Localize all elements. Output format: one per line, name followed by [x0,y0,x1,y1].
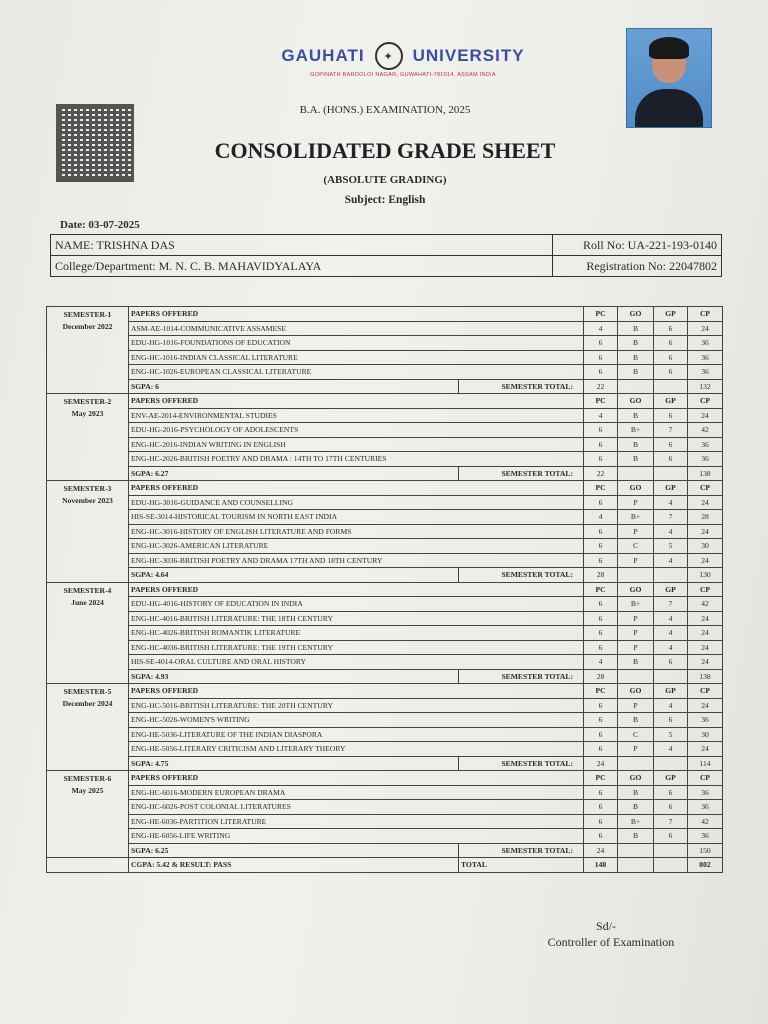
paper-name: HIS-SE-4014-ORAL CULTURE AND ORAL HISTORY [129,655,584,670]
paper-cp: 36 [688,800,723,815]
semester-header-row [47,394,723,409]
semester-total-cp: 130 [688,568,723,583]
paper-row [47,829,723,844]
gp-header: GP [654,307,688,322]
empty-cell [618,568,654,583]
empty-cell [654,756,688,771]
paper-pc: 6 [584,597,618,612]
semester-total-pc: 24 [584,843,618,858]
gp-header: GP [654,771,688,786]
university-header [258,42,548,78]
paper-name: EDU-HG-2016-PSYCHOLOGY OF ADOLESCENTS [129,423,584,438]
paper-gp: 6 [654,437,688,452]
college-department: College/Department: M. N. C. B. MAHAVIDYALAYA [51,256,553,277]
paper-cp: 24 [688,640,723,655]
empty-cell [618,379,654,394]
paper-gp: 6 [654,713,688,728]
signature-block [536,918,686,950]
paper-gp: 6 [654,365,688,380]
papers-offered-header: PAPERS OFFERED [129,481,584,496]
semester-total-cp: 138 [688,669,723,684]
paper-row [47,785,723,800]
cgpa-result: CGPA: 5.42 & RESULT: PASS [129,858,459,873]
paper-pc: 6 [584,553,618,568]
paper-pc: 4 [584,510,618,525]
pc-header: PC [584,684,618,699]
sgpa-row [47,843,723,858]
paper-row [47,814,723,829]
paper-cp: 42 [688,814,723,829]
paper-cp: 36 [688,336,723,351]
cp-header: CP [688,307,723,322]
semester-total-pc: 28 [584,568,618,583]
paper-row [47,524,723,539]
paper-gp: 4 [654,640,688,655]
university-name-right: UNIVERSITY [412,46,525,65]
go-header: GO [618,481,654,496]
cp-header: CP [688,394,723,409]
semester-name: SEMESTER-2 [63,397,112,406]
semester-total-cp: 114 [688,756,723,771]
paper-cp: 28 [688,510,723,525]
sgpa-value: SGPA: 6.25 [129,843,459,858]
semester-total-label: SEMESTER TOTAL: [459,568,584,583]
paper-go: B [618,336,654,351]
student-name: NAME: TRISHNA DAS [51,235,553,256]
paper-pc: 6 [584,713,618,728]
paper-cp: 24 [688,655,723,670]
semester-total-pc: 22 [584,466,618,481]
semester-session: May 2025 [71,786,104,795]
paper-go: B [618,350,654,365]
university-name-left: GAUHATI [281,46,365,65]
examination-name: B.A. (HONS.) EXAMINATION, 2025 [299,104,471,116]
grades-table [46,306,723,873]
paper-pc: 6 [584,437,618,452]
paper-row [47,452,723,467]
paper-cp: 36 [688,785,723,800]
semester-header-row [47,582,723,597]
paper-name: ENG-HC-6016-MODERN EUROPEAN DRAMA [129,785,584,800]
paper-name: ENG-HC-2016-INDIAN WRITING IN ENGLISH [129,437,584,452]
paper-gp: 6 [654,408,688,423]
semester-total-label: SEMESTER TOTAL: [459,756,584,771]
paper-cp: 24 [688,524,723,539]
semester-label [47,394,129,481]
paper-pc: 6 [584,814,618,829]
paper-row [47,727,723,742]
paper-cp: 24 [688,321,723,336]
paper-cp: 30 [688,539,723,554]
paper-gp: 6 [654,336,688,351]
paper-pc: 6 [584,350,618,365]
paper-pc: 4 [584,655,618,670]
paper-go: P [618,553,654,568]
paper-go: P [618,742,654,757]
paper-name: ENG-HC-1026-EUROPEAN CLASSICAL LITERATURE [129,365,584,380]
go-header: GO [618,684,654,699]
paper-pc: 6 [584,365,618,380]
paper-row [47,800,723,815]
paper-cp: 30 [688,727,723,742]
go-header: GO [618,307,654,322]
pc-header: PC [584,394,618,409]
paper-pc: 6 [584,727,618,742]
sgpa-value: SGPA: 6 [129,379,459,394]
paper-gp: 6 [654,655,688,670]
paper-cp: 42 [688,597,723,612]
paper-pc: 6 [584,452,618,467]
empty-cell [618,466,654,481]
pc-header: PC [584,307,618,322]
paper-cp: 24 [688,626,723,641]
sgpa-value: SGPA: 6.27 [129,466,459,481]
paper-name: ENG-HC-6026-POST COLONIAL LITERATURES [129,800,584,815]
total-label: TOTAL [459,858,584,873]
registration-number: Registration No: 22047802 [553,256,722,277]
semester-total-pc: 24 [584,756,618,771]
semester-label [47,582,129,684]
empty-cell [618,843,654,858]
gp-header: GP [654,481,688,496]
paper-gp: 6 [654,800,688,815]
paper-row [47,423,723,438]
paper-go: B [618,800,654,815]
paper-gp: 7 [654,814,688,829]
paper-go: P [618,524,654,539]
paper-cp: 36 [688,437,723,452]
paper-go: B [618,365,654,380]
paper-row [47,553,723,568]
semester-label [47,307,129,394]
go-header: GO [618,394,654,409]
paper-row [47,510,723,525]
semester-total-cp: 150 [688,843,723,858]
final-total-row [47,858,723,873]
paper-name: EDU-HG-3016-GUIDANCE AND COUNSELLING [129,495,584,510]
paper-gp: 7 [654,597,688,612]
empty-cell [654,858,688,873]
semester-header-row [47,771,723,786]
semester-total-label: SEMESTER TOTAL: [459,843,584,858]
paper-go: C [618,539,654,554]
paper-go: B+ [618,423,654,438]
paper-row [47,742,723,757]
paper-gp: 7 [654,510,688,525]
page-title: CONSOLIDATED GRADE SHEET [214,138,556,163]
semester-total-pc: 28 [584,669,618,684]
paper-go: P [618,698,654,713]
paper-cp: 42 [688,423,723,438]
sgpa-value: SGPA: 4.64 [129,568,459,583]
go-header: GO [618,771,654,786]
semester-label [47,771,129,858]
paper-cp: 24 [688,698,723,713]
paper-pc: 6 [584,698,618,713]
paper-pc: 6 [584,829,618,844]
university-address: GOPINATH BARDOLOI NAGAR, GUWAHATI-781014, ASSAM INDIA [310,72,496,78]
empty-cell [654,568,688,583]
paper-name: ENG-HC-5026-WOMEN'S WRITING [129,713,584,728]
semester-total-label: SEMESTER TOTAL: [459,466,584,481]
paper-name: ENG-HC-3016-HISTORY OF ENGLISH LITERATURE AND FORMS [129,524,584,539]
paper-row [47,698,723,713]
paper-row [47,350,723,365]
paper-pc: 6 [584,626,618,641]
empty-cell [654,843,688,858]
paper-name: ENG-HC-5016-BRITISH LITERATURE: THE 20TH CENTURY [129,698,584,713]
paper-pc: 4 [584,408,618,423]
paper-pc: 4 [584,321,618,336]
paper-row [47,321,723,336]
student-info-table [50,234,722,277]
grand-total-cp: 802 [688,858,723,873]
paper-row [47,365,723,380]
paper-cp: 24 [688,611,723,626]
paper-name: ENG-HC-4036-BRITISH LITERATURE: THE 19TH CENTURY [129,640,584,655]
semester-total-cp: 132 [688,379,723,394]
papers-offered-header: PAPERS OFFERED [129,394,584,409]
semester-header-row [47,481,723,496]
paper-name: ENG-HC-3036-BRITISH POETRY AND DRAMA 17TH AND 18TH CENTURY [129,553,584,568]
paper-go: B+ [618,597,654,612]
paper-cp: 24 [688,553,723,568]
paper-pc: 6 [584,640,618,655]
cp-header: CP [688,771,723,786]
paper-go: B [618,829,654,844]
paper-gp: 4 [654,495,688,510]
empty-cell [654,669,688,684]
paper-name: ENG-HE-6036-PARTITION LITERATURE [129,814,584,829]
paper-row [47,597,723,612]
cp-header: CP [688,582,723,597]
paper-name: ENG-HC-2026-BRITISH POETRY AND DRAMA : 14TH TO 17TH CENTURIES [129,452,584,467]
sgpa-value: SGPA: 4.75 [129,756,459,771]
paper-pc: 6 [584,800,618,815]
semester-session: May 2023 [71,409,104,418]
grand-total-pc: 148 [584,858,618,873]
grading-type: (ABSOLUTE GRADING) [323,174,447,186]
paper-pc: 6 [584,539,618,554]
paper-pc: 6 [584,785,618,800]
cp-header: CP [688,481,723,496]
paper-name: ENG-HE-5056-LITERARY CRITICISM AND LITERARY THEORY [129,742,584,757]
paper-name: ENG-HC-4016-BRITISH LITERATURE: THE 18TH CENTURY [129,611,584,626]
paper-cp: 24 [688,742,723,757]
paper-name: ENG-HE-5036-LITERATURE OF THE INDIAN DIASPORA [129,727,584,742]
sgpa-row [47,756,723,771]
semester-total-pc: 22 [584,379,618,394]
paper-name: HIS-SE-3014-HISTORICAL TOURISM IN NORTH EAST INDIA [129,510,584,525]
issue-date: Date: 03-07-2025 [60,219,140,231]
semester-name: SEMESTER-3 [63,484,112,493]
paper-go: P [618,640,654,655]
semester-total-label: SEMESTER TOTAL: [459,669,584,684]
paper-cp: 36 [688,365,723,380]
semester-session: December 2024 [62,699,113,708]
paper-go: B [618,785,654,800]
paper-row [47,336,723,351]
semester-session: November 2023 [62,496,113,505]
pc-header: PC [584,481,618,496]
semester-total-cp: 138 [688,466,723,481]
paper-go: C [618,727,654,742]
gp-header: GP [654,582,688,597]
paper-cp: 24 [688,495,723,510]
sgpa-value: SGPA: 4.93 [129,669,459,684]
empty-cell [654,466,688,481]
paper-pc: 6 [584,611,618,626]
paper-gp: 4 [654,742,688,757]
semester-label [47,481,129,583]
paper-go: B [618,321,654,336]
paper-gp: 4 [654,553,688,568]
paper-row [47,408,723,423]
sgpa-row [47,466,723,481]
gp-header: GP [654,684,688,699]
paper-pc: 6 [584,336,618,351]
subject: Subject: English [344,194,426,206]
sgpa-row [47,669,723,684]
sgpa-row [47,379,723,394]
paper-row [47,437,723,452]
paper-pc: 6 [584,524,618,539]
paper-go: B [618,408,654,423]
paper-go: P [618,626,654,641]
university-seal-icon: ✦ [375,42,403,70]
student-photo [626,28,712,128]
paper-gp: 5 [654,727,688,742]
paper-pc: 6 [584,495,618,510]
paper-gp: 7 [654,423,688,438]
sgpa-row [47,568,723,583]
semester-header-row [47,684,723,699]
paper-go: B+ [618,510,654,525]
paper-name: EDU-HG-4016-HISTORY OF EDUCATION IN INDIA [129,597,584,612]
paper-go: B [618,655,654,670]
signature-mark: Sd/- [596,919,617,933]
papers-offered-header: PAPERS OFFERED [129,307,584,322]
paper-cp: 36 [688,829,723,844]
paper-gp: 4 [654,524,688,539]
paper-row [47,640,723,655]
semester-label [47,684,129,771]
semester-header-row [47,307,723,322]
paper-gp: 4 [654,611,688,626]
paper-go: P [618,611,654,626]
semester-session: June 2024 [71,597,104,607]
papers-offered-header: PAPERS OFFERED [129,582,584,597]
paper-row [47,611,723,626]
paper-cp: 36 [688,452,723,467]
paper-name: ENG-HC-4026-BRITISH ROMANTIK LITERATURE [129,626,584,641]
empty-cell [47,858,129,873]
paper-row [47,626,723,641]
paper-cp: 36 [688,350,723,365]
semester-name: SEMESTER-1 [63,310,112,319]
gp-header: GP [654,394,688,409]
semester-session: December 2022 [62,322,113,331]
empty-cell [618,669,654,684]
empty-cell [618,756,654,771]
paper-go: B+ [618,814,654,829]
paper-gp: 6 [654,829,688,844]
paper-cp: 24 [688,408,723,423]
paper-row [47,495,723,510]
empty-cell [654,379,688,394]
paper-gp: 6 [654,321,688,336]
semester-name: SEMESTER-6 [63,774,112,783]
paper-cp: 36 [688,713,723,728]
paper-row [47,713,723,728]
paper-gp: 4 [654,626,688,641]
roll-number: Roll No: UA-221-193-0140 [553,235,722,256]
paper-name: ASM-AE-1014-COMMUNICATIVE ASSAMESE [129,321,584,336]
semester-name: SEMESTER-5 [63,687,112,696]
paper-go: P [618,495,654,510]
cp-header: CP [688,684,723,699]
paper-name: ENV-AE-2014-ENVIRONMENTAL STUDIES [129,408,584,423]
paper-row [47,655,723,670]
paper-name: ENG-HC-3026-AMERICAN LITERATURE [129,539,584,554]
paper-gp: 6 [654,452,688,467]
signatory-title: Controller of Examination [547,935,675,949]
paper-name: EDU-HG-1016-FOUNDATIONS OF EDUCATION [129,336,584,351]
paper-gp: 4 [654,698,688,713]
paper-go: B [618,713,654,728]
empty-cell [618,858,654,873]
paper-name: ENG-HC-1016-INDIAN CLASSICAL LITERATURE [129,350,584,365]
papers-offered-header: PAPERS OFFERED [129,684,584,699]
pc-header: PC [584,771,618,786]
paper-gp: 5 [654,539,688,554]
semester-name: SEMESTER-4 [63,585,112,595]
paper-gp: 6 [654,350,688,365]
paper-pc: 6 [584,423,618,438]
paper-gp: 6 [654,785,688,800]
pc-header: PC [584,582,618,597]
go-header: GO [618,582,654,597]
paper-go: B [618,452,654,467]
paper-name: ENG-HE-6056-LIFE WRITING [129,829,584,844]
semester-total-label: SEMESTER TOTAL: [459,379,584,394]
paper-pc: 6 [584,742,618,757]
qr-code-icon [56,104,134,182]
papers-offered-header: PAPERS OFFERED [129,771,584,786]
paper-go: B [618,437,654,452]
paper-row [47,539,723,554]
